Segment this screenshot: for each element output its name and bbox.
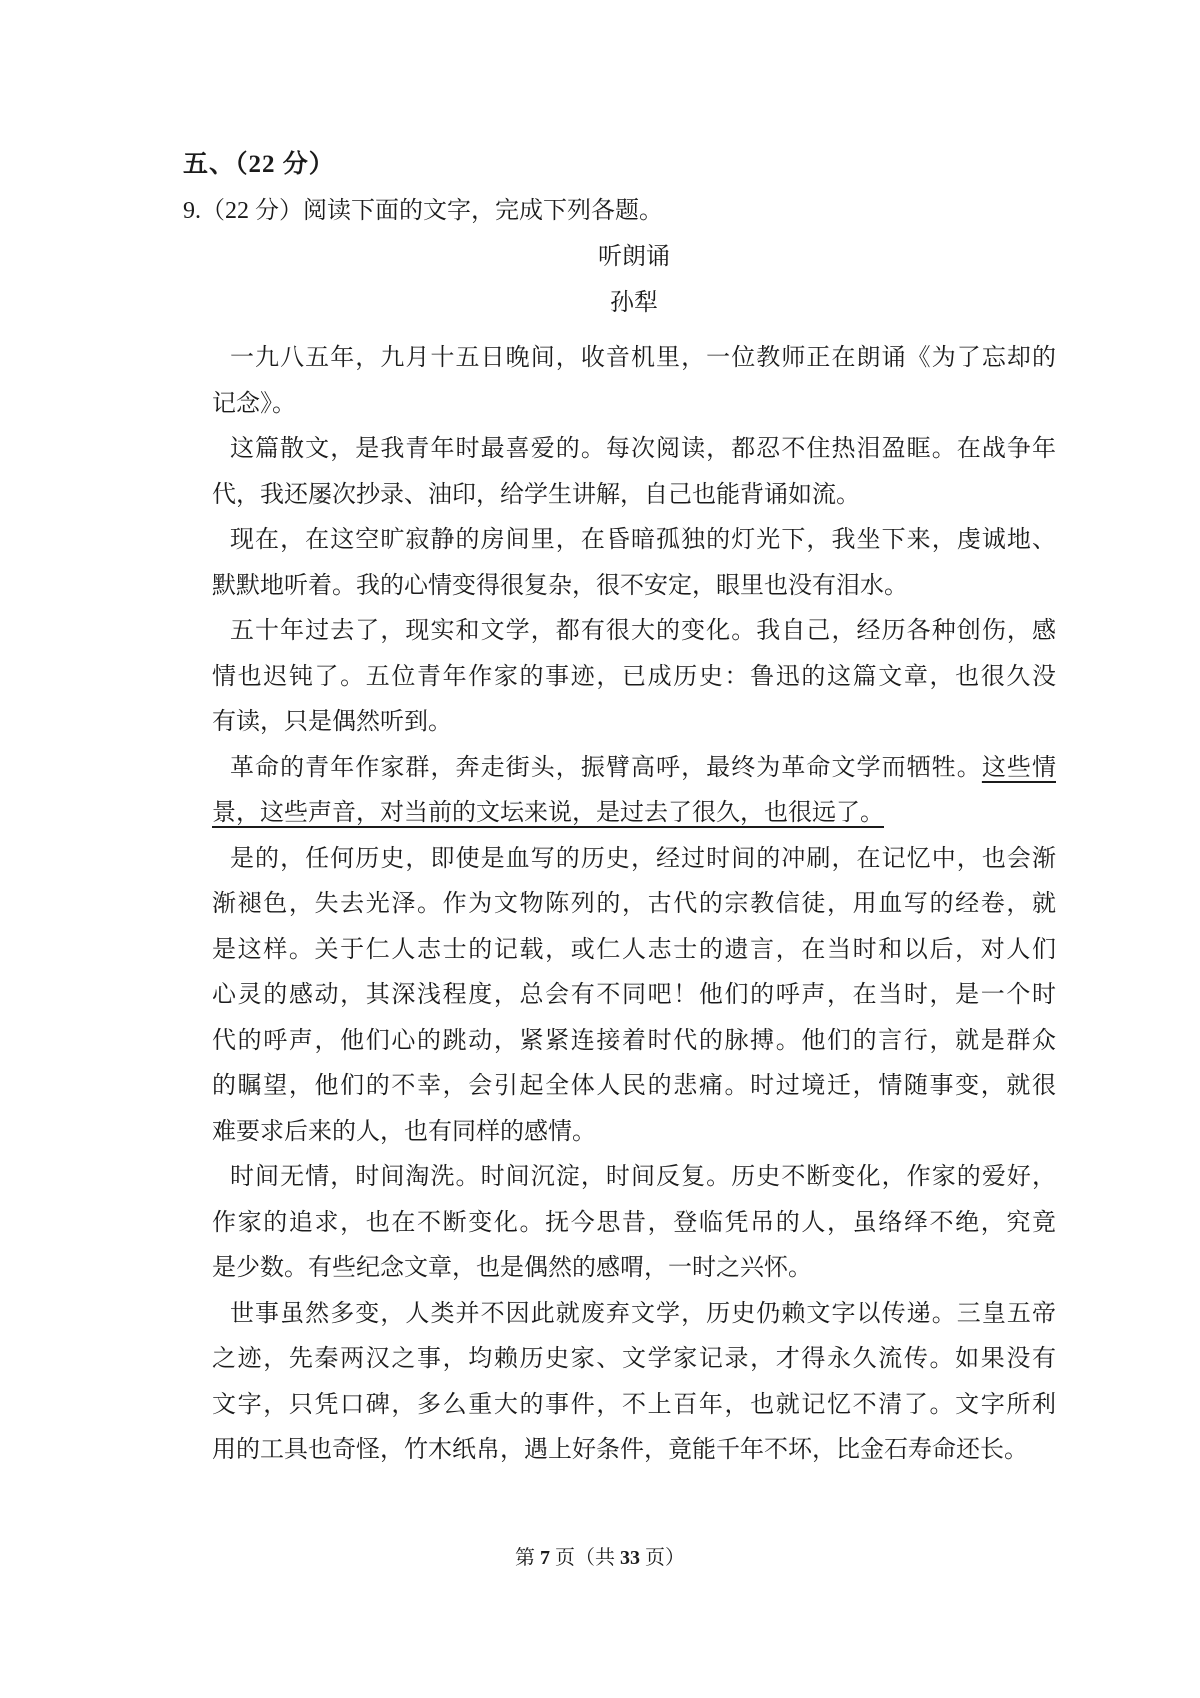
- text-run: 时间无情，时间淘洗。时间沉淀，时间反复。历史不断变化，作家的爱好，: [230, 1164, 1056, 1190]
- text-run: 是这样。关于仁人志士的记载，或仁人志士的遗言，在当时和以后，对人们: [212, 936, 1056, 963]
- text-line: [212, 1110, 1056, 1156]
- text-line: [212, 1292, 1056, 1338]
- article-author: 孙犁: [610, 290, 658, 316]
- text-line: [212, 791, 1056, 837]
- text-run: 世事虽然多变，人类并不因此就废弃文学，历史仍赖文字以传递。三皇五帝: [230, 1300, 1056, 1327]
- text-run: 是的，任何历史，即使是血写的历史，经过时间的冲刷，在记忆中，也会渐: [230, 845, 1056, 872]
- text-line: [212, 1383, 1056, 1429]
- text-line: [212, 564, 1056, 610]
- text-run: 默默地听着。我的心情变得很复杂，很不安定，眼里也没有泪水。: [212, 572, 908, 599]
- underlined-text: 这些情: [981, 754, 1056, 781]
- text-run: 这篇散文，是我青年时最喜爱的。每次阅读，都忍不住热泪盈眶。在战争年: [230, 436, 1056, 462]
- text-line: [212, 973, 1056, 1019]
- footer-label-middle: 页（共: [555, 1547, 615, 1569]
- text-run: 用的工具也奇怪，竹木纸帛，遇上好条件，竟能千年不坏，比金石寿命还长。: [212, 1437, 1028, 1463]
- footer-total-pages: 33: [620, 1547, 640, 1569]
- text-line: [212, 928, 1056, 974]
- text-run: 一九八五年，九月十五日晚间，收音机里，一位教师正在朗诵《为了忘却的: [230, 345, 1056, 371]
- text-line: [212, 473, 1056, 519]
- text-run: 渐褪色，失去光泽。作为文物陈列的，古代的宗教信徒，用血写的经卷，就: [212, 891, 1056, 917]
- text-run: 文字，只凭口碑，多么重大的事件，不上百年，也就记忆不清了。文字所利: [212, 1391, 1056, 1418]
- underlined-text: 景，这些声音，对当前的文坛来说，是过去了很久，也很远了。: [212, 800, 884, 826]
- footer-label-after: 页）: [645, 1547, 685, 1569]
- text-line: [212, 1337, 1056, 1383]
- text-run: 之迹，先秦两汉之事，均赖历史家、文学家记录，才得永久流传。如果没有: [212, 1346, 1056, 1372]
- text-line: [212, 655, 1056, 701]
- article-body: [212, 336, 1056, 1474]
- text-line: [212, 1064, 1056, 1110]
- text-line: [212, 1201, 1056, 1247]
- text-line: [212, 427, 1056, 473]
- footer-label-before: 第: [515, 1547, 535, 1569]
- text-line: [212, 1428, 1056, 1474]
- text-line: [212, 1155, 1056, 1201]
- text-line: [212, 746, 1056, 792]
- text-run: 有读，只是偶然听到。: [212, 709, 452, 735]
- text-run: 难要求后来的人，也有同样的感情。: [212, 1118, 596, 1145]
- text-line: [212, 518, 1056, 564]
- footer-page-number: 7: [540, 1547, 550, 1569]
- text-run: 革命的青年作家群，奔走街头，振臂高呼，最终为革命文学而牺牲。: [230, 754, 982, 781]
- article-title: 听朗诵: [598, 244, 670, 270]
- text-run: 代的呼声，他们心的跳动，紧紧连接着时代的脉搏。他们的言行，就是群众: [212, 1027, 1056, 1054]
- text-run: 心灵的感动，其深浅程度，总会有不同吧！他们的呼声，在当时，是一个时: [212, 982, 1056, 1008]
- text-line: [212, 1246, 1056, 1292]
- section-heading: 五、（22 分）: [183, 151, 335, 178]
- text-line: [212, 882, 1056, 928]
- text-run: 代，我还屡次抄录、油印，给学生讲解，自己也能背诵如流。: [212, 481, 860, 508]
- text-line: [212, 837, 1056, 883]
- text-run: 五十年过去了，现实和文学，都有很大的变化。我自己，经历各种创伤，感: [230, 618, 1056, 644]
- document-content: [183, 142, 1056, 1474]
- question-intro: 9.（22 分）阅读下面的文字，完成下列各题。: [183, 198, 663, 224]
- page-footer: [0, 1542, 1200, 1574]
- text-run: 现在，在这空旷寂静的房间里，在昏暗孤独的灯光下，我坐下来，虔诚地、: [230, 527, 1056, 553]
- text-line: [212, 700, 1056, 746]
- text-run: 情也迟钝了。五位青年作家的事迹，已成历史：鲁迅的这篇文章，也很久没: [212, 663, 1056, 690]
- text-run: 作家的追求，也在不断变化。抚今思昔，登临凭吊的人，虽络绎不绝，究竟: [212, 1209, 1056, 1236]
- text-run: 是少数。有些纪念文章，也是偶然的感喟，一时之兴怀。: [212, 1255, 812, 1281]
- text-line: [212, 336, 1056, 382]
- text-run: 记念》。: [212, 390, 296, 417]
- text-line: [212, 382, 1056, 428]
- text-line: [212, 1019, 1056, 1065]
- text-run: 的瞩望，他们的不幸，会引起全体人民的悲痛。时过境迁，情随事变，就很: [212, 1073, 1056, 1099]
- text-line: [212, 609, 1056, 655]
